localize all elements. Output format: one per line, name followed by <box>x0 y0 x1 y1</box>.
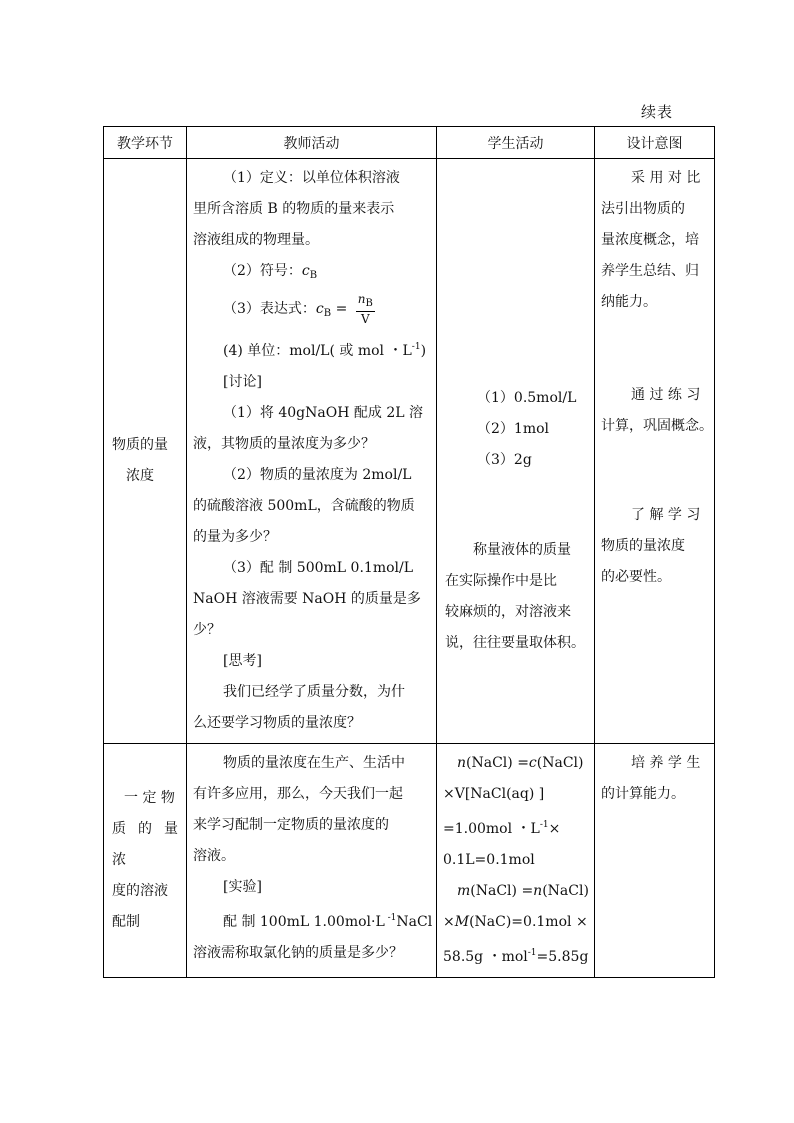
definition-line: （1）定义：以单位体积溶液 <box>223 170 400 186</box>
intent-line: 培 养 学 生 <box>631 755 701 771</box>
question-line: 的硫酸溶液 500mL，含硫酸的物质 <box>193 498 415 514</box>
table-caption: 续表 <box>641 103 674 121</box>
think-line: 我们已经学了质量分数，为什 <box>223 684 405 700</box>
symbol-c: c <box>301 263 310 279</box>
question-line: NaOH 溶液需要 NaOH 的质量是多 <box>193 591 421 607</box>
calc-text: (NaCl) = <box>470 883 534 899</box>
definition-line: 溶液组成的物理量。 <box>193 232 319 248</box>
intent-line: 计算，巩固概念。 <box>601 418 713 434</box>
symbol-sub: B <box>309 270 318 281</box>
calc-m: m <box>457 883 471 899</box>
header-student-activity: 学生活动 <box>437 127 595 159</box>
intent-line: 养学生总结、归 <box>601 263 699 279</box>
section-cell <box>104 744 187 978</box>
calc-line <box>443 748 588 779</box>
student-activity-cell <box>437 159 595 744</box>
calc-text: (NaCl) = <box>466 755 529 771</box>
lesson-plan-table <box>103 126 715 978</box>
think-line: 么还要学习物质的量浓度？ <box>193 715 361 731</box>
expr-c: c <box>315 301 324 317</box>
intent-line: 的必要性。 <box>601 569 671 585</box>
definition-line: 里所含溶质 B 的物质的量来表示 <box>193 201 395 217</box>
unit-sup: -1 <box>411 342 421 352</box>
calc-text: (NaC)=0.1mol × <box>469 914 588 930</box>
calc-M: M <box>454 914 470 930</box>
task-text: 配 制 100mL 1.00mol·L <box>223 914 385 930</box>
calc-line <box>443 907 588 938</box>
intent-line: 量浓度概念，培 <box>601 232 699 248</box>
frac-numerator-sub: B <box>365 298 373 309</box>
teacher-activity-cell <box>187 159 437 744</box>
section-title-line: 质 的 量 浓 <box>112 821 178 868</box>
task-sup: -1 <box>384 913 397 923</box>
student-note-line: 在实际操作中是比 <box>445 573 557 589</box>
section-title-line: 一 定 物 <box>124 790 175 806</box>
section-title-line: 度的溶液 <box>112 883 168 899</box>
discussion-heading: [讨论] <box>223 374 262 390</box>
calc-line: ×V[NaCl(aq) ] <box>443 786 545 802</box>
expr-sub: B <box>323 308 332 319</box>
answer-line: （3）2g <box>477 452 532 468</box>
calc-text: =5.85g <box>536 949 589 965</box>
calc-text: (NaCl) <box>542 883 589 899</box>
table-row <box>104 159 715 744</box>
unit-text: (4) 单位：mol/L( 或 mol ・L <box>223 343 412 359</box>
expression-fraction <box>356 292 375 326</box>
header-row <box>104 127 715 159</box>
student-note-line: 较麻烦的，对溶液来 <box>445 604 571 620</box>
intro-line: 来学习配制一定物质的量浓度的 <box>193 817 389 833</box>
task-line <box>193 903 433 938</box>
design-intent-cell <box>595 159 715 744</box>
unit-line <box>193 332 430 367</box>
frac-numerator: n <box>357 292 366 306</box>
intro-line: 溶液。 <box>193 848 235 864</box>
answer-line: （2）1mol <box>477 421 549 437</box>
intent-line: 了 解 学 习 <box>631 507 701 523</box>
calc-c: c <box>528 755 537 771</box>
question-line: 液，其物质的量浓度为多少？ <box>193 436 375 452</box>
section-title-line: 配制 <box>112 914 140 930</box>
intro-line: 物质的量浓度在生产、生活中 <box>223 755 405 771</box>
calc-n: n <box>457 755 467 771</box>
calc-line <box>443 876 588 907</box>
header-design-intent: 设计意图 <box>595 127 715 159</box>
student-note-line: 说，往往要量取体积。 <box>445 635 585 651</box>
calc-text: × <box>443 914 455 930</box>
expression-line <box>193 291 430 332</box>
calc-text: =1.00mol ・L <box>443 821 540 837</box>
question-line: （3）配 制 500mL 0.1mol/L <box>223 560 414 576</box>
calc-text: × <box>548 821 561 837</box>
calc-text: 58.5g ・mol <box>443 949 528 965</box>
student-activity-cell <box>437 744 595 978</box>
question-line: 的量为多少？ <box>193 529 277 545</box>
intent-line: 通 过 练 习 <box>631 387 701 403</box>
calc-sup: -1 <box>527 948 537 958</box>
question-line: （2）物质的量浓度为 2mol/L <box>223 467 412 483</box>
frac-denominator: V <box>360 312 370 326</box>
teacher-activity-cell <box>187 744 437 978</box>
section-title-line: 物质的量 <box>112 437 168 453</box>
symbol-label: （2）符号： <box>223 263 302 279</box>
calc-n: n <box>533 883 543 899</box>
intent-line: 物质的量浓度 <box>601 538 685 554</box>
calc-line <box>443 810 588 845</box>
question-line: （1）将 40gNaOH 配成 2L 溶 <box>223 405 423 421</box>
unit-close: ) <box>420 343 427 359</box>
task-line: 溶液需称取氯化钠的质量是多少？ <box>193 945 403 961</box>
symbol-line <box>193 256 430 291</box>
expression-label: （3）表达式： <box>223 301 316 317</box>
intent-line: 法引出物质的 <box>601 201 685 217</box>
student-note-line: 称量液体的质量 <box>473 542 571 558</box>
header-teaching-stage: 教学环节 <box>104 127 187 159</box>
table-row <box>104 744 715 978</box>
expr-equals: = <box>331 301 352 317</box>
intent-line: 采 用 对 比 <box>631 170 701 186</box>
header-teacher-activity: 教师活动 <box>187 127 437 159</box>
calc-text: (NaCl) <box>536 755 584 771</box>
think-heading: [思考] <box>223 653 262 669</box>
intro-line: 有许多应用，那么，今天我们一起 <box>193 786 403 802</box>
experiment-heading: [实验] <box>223 879 262 895</box>
question-line: 少？ <box>193 622 221 638</box>
design-intent-cell <box>595 744 715 978</box>
task-text-end: NaCl <box>396 914 433 930</box>
section-cell <box>104 159 187 744</box>
answer-line: （1）0.5mol/L <box>477 390 577 406</box>
calc-line: 0.1L=0.1mol <box>443 852 535 868</box>
calc-sup: -1 <box>539 820 549 830</box>
intent-line: 纳能力。 <box>601 294 657 310</box>
intent-line: 的计算能力。 <box>601 786 685 802</box>
calc-line <box>443 938 588 973</box>
section-title-line: 浓度 <box>126 468 154 484</box>
